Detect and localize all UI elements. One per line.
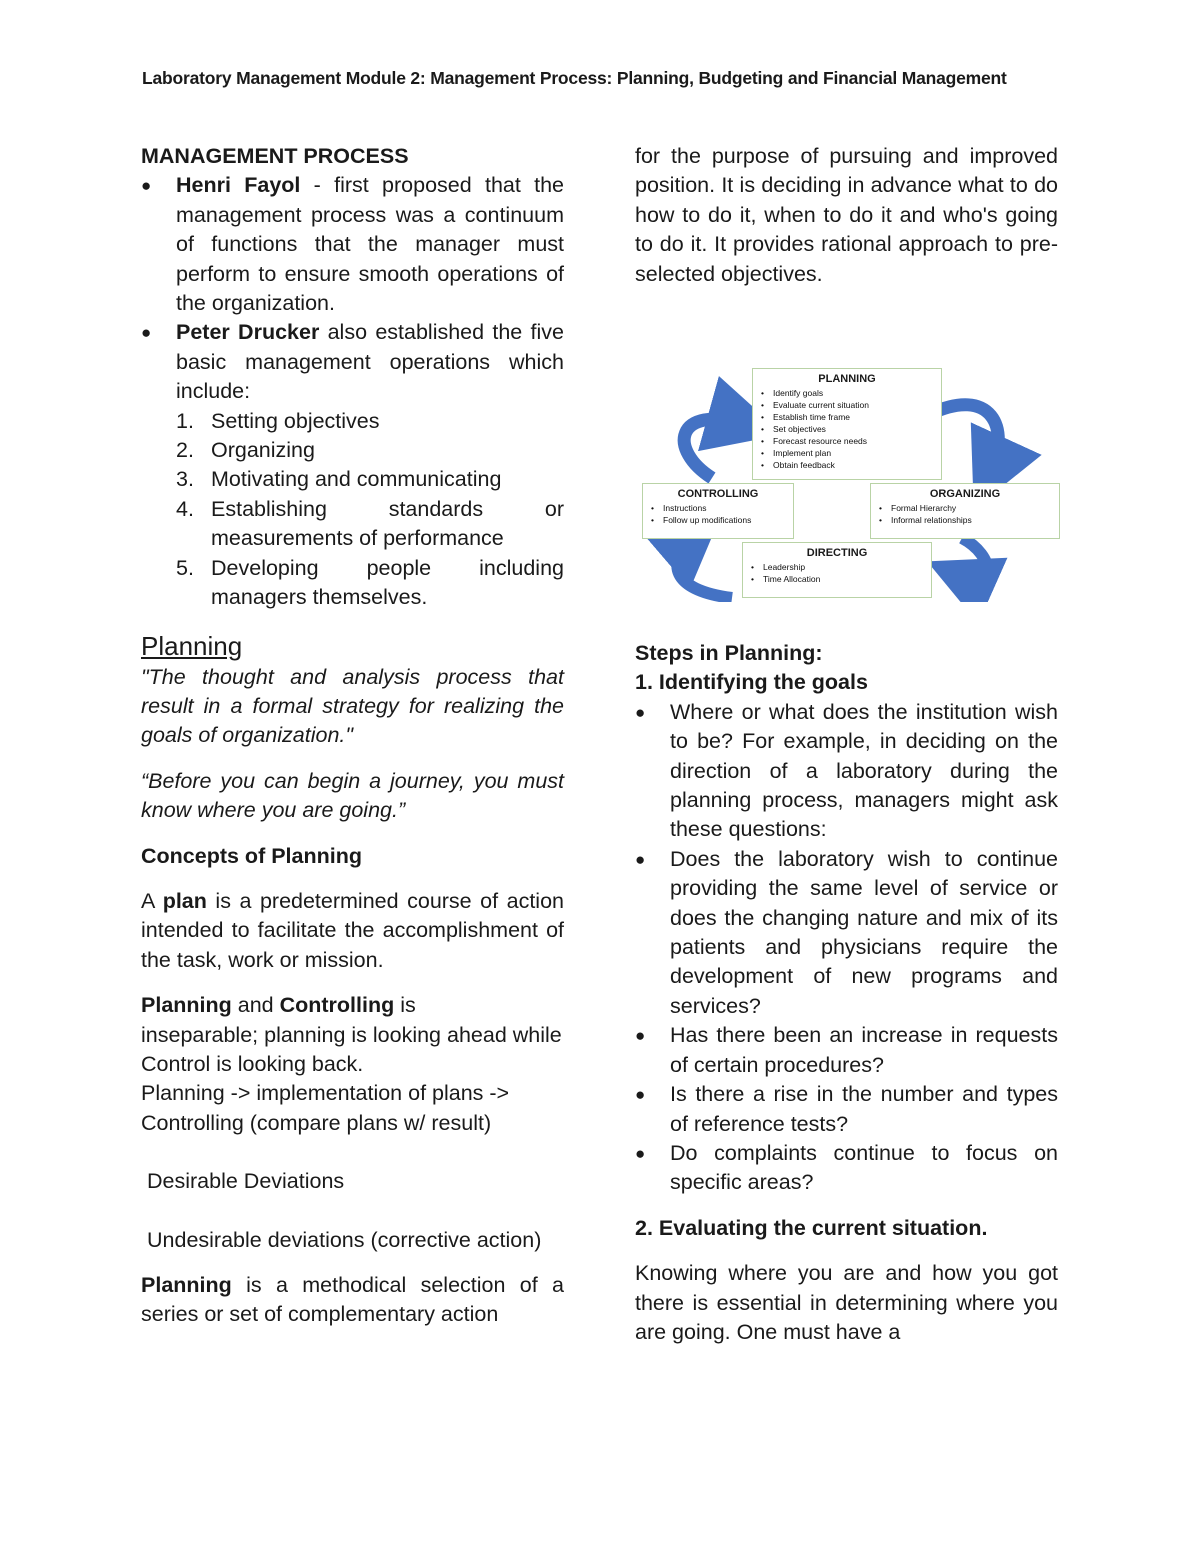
left-column [141,142,564,1330]
list-item [141,318,564,406]
planning-controlling: Planning and Controlling is inseparable; planning is looking ahead while Control is looking back. Planning -> implementation of plans -> Controlling (compare plans w/ result) [141,993,562,1135]
section-title: MANAGEMENT PROCESS [141,144,409,168]
undesirable-deviations: Undesirable deviations (corrective action) [147,1227,542,1252]
list-item: • Instructions [651,502,793,514]
name-henri-fayol: Henri Fayol [176,173,301,198]
list-item: • Set objectives [761,423,941,435]
plan-definition: A plan is a predetermined course of action intended to facilitate the accomplishment of the task, work or mission. [141,888,564,972]
organizing-box-title: ORGANIZING [929,488,1001,500]
desirable-deviations: Desirable Deviations [147,1169,345,1194]
management-cycle-diagram [640,366,1064,602]
directing-box-items [743,561,931,585]
list-item: • Evaluate current situation [761,399,941,411]
list-item: ● Where or what does the institution wish to be? For example, in deciding on the direction of a laboratory during the planning process, managers might ask these questions: [635,698,1058,845]
fayol-drucker-list [141,171,564,406]
list-item [141,171,564,318]
directing-box-title: DIRECTING [806,547,868,559]
list-item: • Obtain feedback [761,459,941,471]
list-item: ● Has there been an increase in requests of certain procedures? [635,1021,1058,1080]
list-item: ● Do complaints continue to focus on specific areas? [635,1139,1058,1198]
directing-box [742,542,932,598]
controlling-box-title: CONTROLLING [677,488,759,500]
planning-box-items [753,387,941,471]
list-item: • Formal Hierarchy [879,502,1059,514]
list-item: 1. Setting objectives [176,408,380,433]
organizing-box [870,483,1060,539]
journey-quote: “Before you can begin a journey, you must know where you are going.” [141,768,564,823]
operations-list [141,407,564,613]
list-item: • Identify goals [761,387,941,399]
planning-box [752,368,942,480]
list-item: • Follow up modifications [651,514,793,526]
controlling-box-items [643,502,793,526]
right-column-lower [635,639,1058,1347]
list-item: 2. Organizing [176,438,315,463]
list-item: 3. Motivating and communicating [176,467,502,492]
organizing-box-items [871,502,1059,526]
steps-heading: Steps in Planning: [635,641,823,665]
list-item: • Forecast resource needs [761,435,941,447]
list-item: • Informal relationships [879,514,1059,526]
step1-heading: 1. Identifying the goals [635,670,868,695]
name-peter-drucker: Peter Drucker [176,320,320,345]
list-item: • Establish time frame [761,411,941,423]
list-item: • Implement plan [761,447,941,459]
list-item: ● Does the laboratory wish to continue providing the same level of service or does the changing nature and mix of its patients and physicians require the development of new programs and services? [635,845,1058,1021]
list-item-text: also established the five basic management operations which include: [176,320,564,404]
arrow-directing-to-controlling [677,538,732,598]
list-item: 4. Establishing standards or measurements of performance [176,496,564,551]
step2-heading: 2. Evaluating the current situation. [635,1215,988,1240]
list-item: • Time Allocation [751,573,931,585]
planning-box-title: PLANNING [818,373,876,385]
step2-text: Knowing where you are and how you got there is essential in determining where you are going. One must have a [635,1261,1058,1344]
concepts-heading: Concepts of Planning [141,843,362,868]
arrow-controlling-to-planning [684,419,746,478]
planning-continuation: for the purpose of pursuing and improved position. It is deciding in advance what to do how to do it, when to do it and who's going to do it. It provides rational approach to pre-selected objectives. [635,144,1058,286]
list-item: 5. Developing people including managers themselves. [176,555,564,610]
right-column [635,142,1058,289]
planning-heading: Planning [141,630,243,661]
step1-list [635,698,1058,1198]
list-item-text: - first proposed that the management process was a continuum of functions that the manager must perform to ensure smooth operations of the organization. [176,173,565,316]
list-item: ● Is there a rise in the number and types of reference tests? [635,1080,1058,1139]
planning-definition: Planning is a methodical selection of a series or set of complementary action [141,1273,564,1327]
planning-quote: "The thought and analysis process that result in a formal strategy for realizing the goals of organization." [141,664,564,748]
controlling-box [642,483,794,539]
arrow-organizing-to-directing [960,538,987,580]
page-header: Laboratory Management Module 2: Management Process: Planning, Budgeting and Financial Management [142,68,1007,88]
list-item: • Leadership [751,561,931,573]
